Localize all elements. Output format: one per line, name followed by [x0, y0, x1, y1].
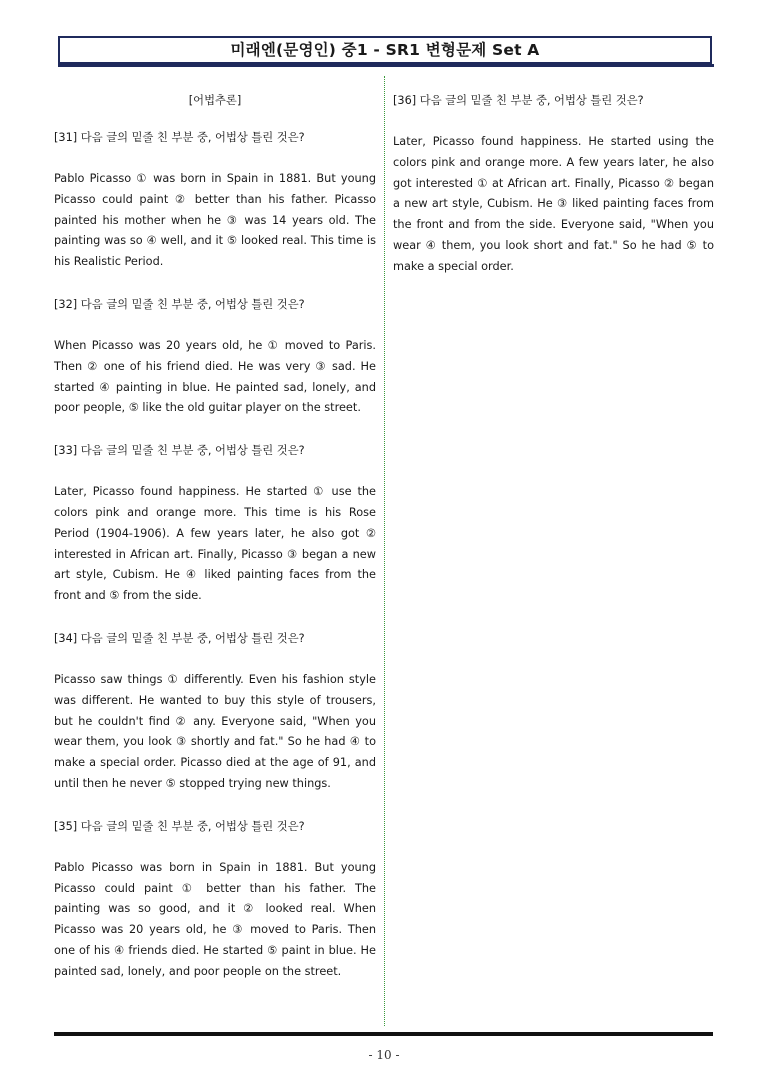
- question-prompt: [31] 다음 글의 밑줄 친 부분 중, 어법상 틀린 것은?: [54, 131, 305, 144]
- page-number: - 10 -: [368, 1048, 400, 1062]
- left-column: [54, 86, 376, 1004]
- question-block-31: [54, 127, 376, 273]
- page-title: 미래엔(문영인) 중1 - SR1 변형문제 Set A: [230, 41, 540, 59]
- question-block-34: [54, 628, 376, 795]
- column-divider: [384, 76, 385, 1026]
- footer-rule: [54, 1032, 713, 1036]
- question-prompt: [33] 다음 글의 밑줄 친 부분 중, 어법상 틀린 것은?: [54, 444, 305, 458]
- question-block-32: [54, 294, 376, 419]
- right-column: [393, 86, 714, 299]
- question-block-35: [54, 816, 376, 983]
- question-prompt: [34] 다음 글의 밑줄 친 부분 중, 어법상 틀린 것은?: [54, 631, 305, 645]
- question-passage: Picasso saw things ① differently. Even his fashion style was different. He wanted to buy this style of trousers, but he couldn't find ② any. Everyone said, "When you wear them, you look ③ shortly and fat." So he had ④ to make a special order. Picasso died at the age of 91, and until then he never ⑤ stopped trying new things.: [54, 672, 376, 790]
- question-passage: Pablo Picasso was born in Spain in 1881. But young Picasso could paint ① better than his father. The painting was so good, and it ② looked real. When Picasso was 20 years old, he ③ moved to Paris. Then one of his ④ friends died. He started ⑤ paint in blue. He painted sad, lonely, and poor people on the street.: [54, 860, 376, 978]
- question-passage: When Picasso was 20 years old, he ① moved to Paris. Then ② one of his friend died. He was very ③ sad. He started ④ painting in blue. He painted sad, lonely, and poor people, ⑤ like the old guitar player on the street.: [54, 338, 376, 415]
- question-prompt: [32] 다음 글의 밑줄 친 부분 중, 어법상 틀린 것은?: [54, 297, 305, 311]
- question-passage: Later, Picasso found happiness. He started using the colors pink and orange more. A few years later, he also got interested ① at African art. Finally, Picasso ② began a new art style, Cubism. He ③ liked painting faces from the front and from the side. Everyone said, "When you wear ④ them, you look short and fat." So he had ⑤ to make a special order.: [393, 135, 714, 273]
- question-block-33: [54, 440, 376, 607]
- header-underline: [58, 64, 714, 67]
- question-prompt: [35] 다음 글의 밑줄 친 부분 중, 어법상 틀린 것은?: [54, 819, 305, 833]
- question-passage: Pablo Picasso ① was born in Spain in 1881. But young Picasso could paint ② better than his father. Picasso painted his mother when he ③ was 14 years old. The painting was so ④ well, and it ⑤ looked real. This time is his Realistic Period.: [54, 172, 376, 269]
- question-prompt: [36] 다음 글의 밑줄 친 부분 중, 어법상 틀린 것은?: [393, 94, 644, 107]
- question-block-36: [393, 90, 714, 278]
- section-label: [어법추론]: [188, 94, 242, 107]
- question-passage: Later, Picasso found happiness. He started ① use the colors pink and orange more. This time is his Rose Period (1904-1906). A few years later, he also got ② interested in African art. Finally, Picasso ③ began a new art style, Cubism. He ④ liked painting faces from the front and ⑤ from the side.: [54, 485, 376, 603]
